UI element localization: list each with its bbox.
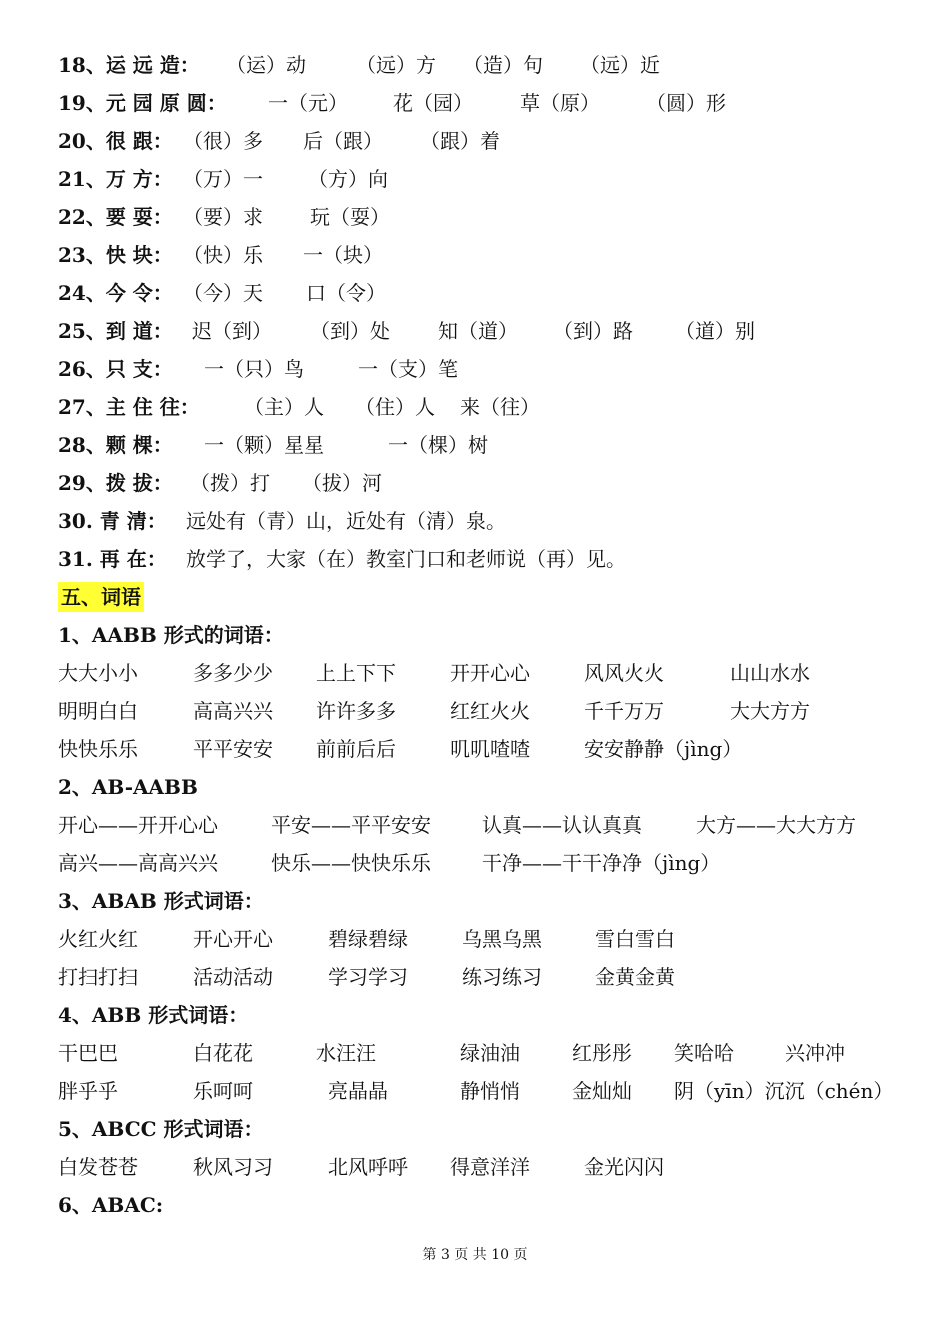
word: 雪白雪白 xyxy=(595,927,675,951)
word: 叽叽喳喳 xyxy=(450,737,530,761)
word: 阴（yīn）沉沉（chén） xyxy=(674,1079,894,1103)
word: 开心开心 xyxy=(193,927,273,951)
pair-item: （跟）着 xyxy=(420,129,500,153)
pair-label: 30. 青 清： xyxy=(58,509,167,533)
pair-label: 18、运 远 造： xyxy=(58,53,200,77)
pair-item: 草（原） xyxy=(520,91,600,115)
word: 开心——开开心心 xyxy=(58,813,218,837)
pair-item: （很）多 xyxy=(183,129,263,153)
word: 兴冲冲 xyxy=(785,1041,845,1065)
word: 白花花 xyxy=(193,1041,253,1065)
word: 风风火火 xyxy=(584,661,664,685)
word: 平平安安 xyxy=(193,737,273,761)
pair-item: （今）天 xyxy=(183,281,263,305)
word: 红彤彤 xyxy=(572,1041,632,1065)
pair-item: （拨）打 xyxy=(190,471,270,495)
pair-item: （到）路 xyxy=(553,319,633,343)
pair-item: 一（只）鸟 xyxy=(204,357,304,381)
pair-item: （主）人 xyxy=(244,395,324,419)
word: 平安——平平安安 xyxy=(271,813,431,837)
pair-item: 一（支）笔 xyxy=(358,357,458,381)
pair-item: （万）一 xyxy=(183,167,263,191)
pair-label: 26、只 支： xyxy=(58,357,173,381)
pair-label: 28、颗 棵： xyxy=(58,433,173,457)
pair-item: （圆）形 xyxy=(646,91,726,115)
group-title: 2、AB-AABB xyxy=(58,775,198,799)
word: 水汪汪 xyxy=(316,1041,376,1065)
pair-item: 一（块） xyxy=(303,243,383,267)
pair-item: 后（跟） xyxy=(303,129,383,153)
word: 快快乐乐 xyxy=(58,737,138,761)
word: 上上下下 xyxy=(316,661,396,685)
pair-item: 玩（耍） xyxy=(310,205,390,229)
word: 许许多多 xyxy=(316,699,396,723)
pair-item: （要）求 xyxy=(183,205,263,229)
word: 火红火红 xyxy=(58,927,138,951)
word: 金黄金黄 xyxy=(595,965,675,989)
group-title: 4、ABB 形式词语： xyxy=(58,1003,249,1027)
word: 多多少少 xyxy=(193,661,273,685)
pair-label: 31. 再 在： xyxy=(58,547,167,571)
word: 干巴巴 xyxy=(58,1041,118,1065)
word: 金光闪闪 xyxy=(584,1155,664,1179)
word: 金灿灿 xyxy=(572,1079,632,1103)
word: 大方——大大方方 xyxy=(696,813,856,837)
word: 胖乎乎 xyxy=(58,1079,118,1103)
word: 乌黑乌黑 xyxy=(462,927,542,951)
word: 亮晶晶 xyxy=(328,1079,388,1103)
word: 山山水水 xyxy=(730,661,810,685)
section-heading: 五、词语 xyxy=(58,582,144,612)
pair-item: 知（道） xyxy=(438,319,518,343)
word: 认真——认认真真 xyxy=(482,813,642,837)
word: 千千万万 xyxy=(584,699,664,723)
word: 干净——干干净净（jìng） xyxy=(482,851,721,875)
word: 学习学习 xyxy=(328,965,408,989)
pair-item: 一（元） xyxy=(268,91,348,115)
pair-item: 花（园） xyxy=(393,91,473,115)
pair-item: （拔）河 xyxy=(302,471,382,495)
pair-item: （运）动 xyxy=(226,53,306,77)
word: 北风呼呼 xyxy=(328,1155,408,1179)
word: 碧绿碧绿 xyxy=(328,927,408,951)
word: 快乐——快快乐乐 xyxy=(271,851,431,875)
pair-item: （远）方 xyxy=(356,53,436,77)
group-title: 1、AABB 形式的词语： xyxy=(58,623,284,647)
pair-label: 27、主 住 往： xyxy=(58,395,200,419)
pair-label: 21、万 方： xyxy=(58,167,173,191)
pair-item: 迟（到） xyxy=(192,319,272,343)
pair-item: （快）乐 xyxy=(183,243,263,267)
group-title: 3、ABAB 形式词语： xyxy=(58,889,264,913)
pair-item: （道）别 xyxy=(675,319,755,343)
word: 明明白白 xyxy=(58,699,138,723)
pair-item: 来（往） xyxy=(460,395,540,419)
word: 前前后后 xyxy=(316,737,396,761)
word: 练习练习 xyxy=(462,965,542,989)
pair-label: 29、拨 拔： xyxy=(58,471,173,495)
pair-item: （方）向 xyxy=(308,167,388,191)
pair-item: （到）处 xyxy=(310,319,390,343)
word: 笑哈哈 xyxy=(674,1041,734,1065)
pair-item: 一（颗）星星 xyxy=(204,433,324,457)
word: 安安静静（jìng） xyxy=(584,737,743,761)
word: 得意洋洋 xyxy=(450,1155,530,1179)
pair-label: 24、今 令： xyxy=(58,281,173,305)
word: 红红火火 xyxy=(450,699,530,723)
pair-item: 远处有（青）山，近处有（清）泉。 xyxy=(186,509,506,533)
word: 打扫打扫 xyxy=(58,965,138,989)
word: 高兴——高高兴兴 xyxy=(58,851,218,875)
pair-item: 放学了，大家（在）教室门口和老师说（再）见。 xyxy=(186,547,626,571)
group-title: 5、ABCC 形式词语： xyxy=(58,1117,264,1141)
word: 开开心心 xyxy=(450,661,530,685)
pair-label: 20、很 跟： xyxy=(58,129,173,153)
pair-item: 一（棵）树 xyxy=(388,433,488,457)
word: 白发苍苍 xyxy=(58,1155,138,1179)
word: 大大方方 xyxy=(730,699,810,723)
word: 大大小小 xyxy=(58,661,138,685)
pair-item: （远）近 xyxy=(580,53,660,77)
pair-label: 23、快 块： xyxy=(58,243,173,267)
pair-item: （住）人 xyxy=(355,395,435,419)
pair-item: （造）句 xyxy=(463,53,543,77)
word: 乐呵呵 xyxy=(193,1079,253,1103)
pair-label: 25、到 道： xyxy=(58,319,173,343)
pair-label: 22、要 耍： xyxy=(58,205,173,229)
word: 高高兴兴 xyxy=(193,699,273,723)
word: 秋风习习 xyxy=(193,1155,273,1179)
page-footer: 第 3 页 共 10 页 xyxy=(422,1247,528,1263)
pair-label: 19、元 园 原 圆： xyxy=(58,91,227,115)
pair-item: 口（令） xyxy=(306,281,386,305)
word: 绿油油 xyxy=(460,1041,520,1065)
group-title: 6、ABAC: xyxy=(58,1193,164,1217)
word: 活动活动 xyxy=(193,965,273,989)
word: 静悄悄 xyxy=(460,1079,520,1103)
